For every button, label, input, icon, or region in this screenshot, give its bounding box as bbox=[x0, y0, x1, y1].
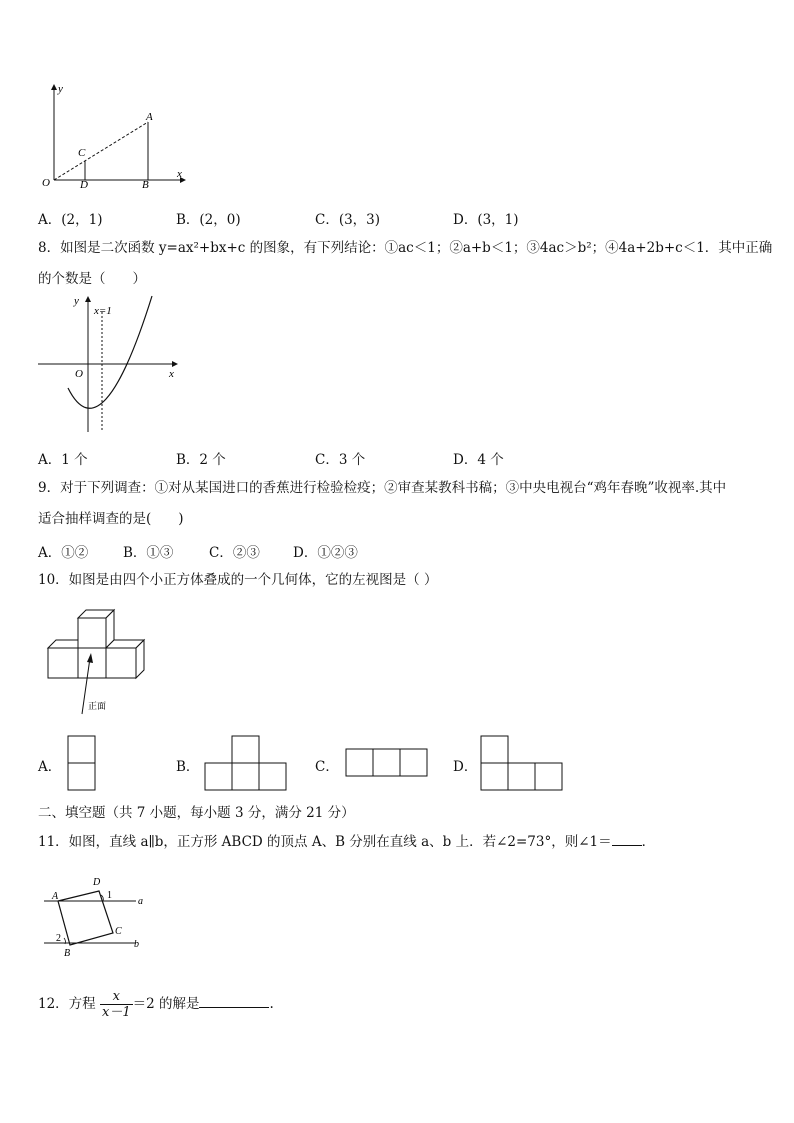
q9-option-c[interactable]: C．②③ bbox=[209, 545, 260, 561]
q11-question-end: ． bbox=[641, 834, 656, 850]
q11-angle-1-label: 1 bbox=[107, 890, 112, 901]
q11-point-a-label: A bbox=[52, 891, 59, 902]
q7-coordinate-figure bbox=[34, 80, 194, 192]
q11-line-a-label: a bbox=[138, 896, 143, 907]
q10-option-c-figure[interactable] bbox=[345, 748, 429, 778]
q11-angle-2-label: 2 bbox=[56, 933, 61, 944]
q8-option-d[interactable]: D．4 个 bbox=[453, 452, 504, 468]
q8-parabola-figure bbox=[34, 292, 184, 437]
q9-option-d[interactable]: D．①②③ bbox=[293, 545, 358, 561]
q12-answer-blank[interactable] bbox=[199, 995, 269, 1008]
q8-option-a[interactable]: A．1 个 bbox=[38, 452, 88, 468]
q11-question-text: 11．如图，直线 a∥b，正方形 ABCD 的顶点 A、B 分别在直线 a、b 上．若∠2=73°，则∠1＝ bbox=[38, 834, 612, 850]
q8-option-c[interactable]: C．3 个 bbox=[315, 452, 366, 468]
q10-option-a-letter[interactable]: A． bbox=[38, 759, 62, 775]
q10-option-a-figure[interactable] bbox=[67, 735, 97, 793]
q12-denominator: x－1 bbox=[101, 1005, 131, 1020]
q9-question-line1: 9．对于下列调查：①对从某国进口的香蕉进行检验检疫；②审查某教科书稿；③中央电视台“鸡年春晚”收视率.其中 bbox=[38, 480, 727, 496]
q10-option-b-letter[interactable]: B． bbox=[176, 759, 200, 775]
q9-option-a[interactable]: A．①② bbox=[38, 545, 89, 561]
q7-option-b[interactable]: B．(2，0) bbox=[176, 212, 241, 228]
q11-point-c-label: C bbox=[115, 926, 122, 937]
q7-point-d-label: D bbox=[80, 179, 88, 191]
q12-question bbox=[38, 986, 274, 1022]
q8-option-b[interactable]: B．2 个 bbox=[176, 452, 226, 468]
q10-option-c-letter[interactable]: C． bbox=[315, 759, 339, 775]
q7-origin-label: O bbox=[42, 177, 50, 189]
q7-point-a-label: A bbox=[146, 111, 153, 123]
q10-front-label: 正面 bbox=[88, 702, 107, 712]
q7-option-c[interactable]: C．(3，3) bbox=[315, 212, 381, 228]
q12-fraction bbox=[100, 989, 133, 1020]
q12-end: . bbox=[269, 996, 274, 1012]
q11-question bbox=[38, 833, 655, 850]
section-heading-fill-in-blanks: 二、填空题（共 7 小题，每小题 3 分，满分 21 分） bbox=[38, 805, 355, 821]
q9-question-line2: 适合抽样调查的是( ) bbox=[38, 511, 184, 527]
q11-point-b-label: B bbox=[64, 948, 71, 959]
q8-origin-label: O bbox=[75, 368, 83, 380]
q10-option-d-figure[interactable] bbox=[480, 735, 564, 793]
q7-option-d[interactable]: D．(3，1) bbox=[453, 212, 519, 228]
q8-axis-of-symmetry-label: x=1 bbox=[94, 305, 112, 317]
q7-point-c-label: C bbox=[78, 147, 86, 159]
q7-x-label: x bbox=[177, 168, 182, 180]
q8-question-line1: 8．如图是二次函数 y=ax²+bx+c 的图象，有下列结论：①ac＜1；②a+b＜1；③4ac＞b²；④4a+2b+c＜1．其中正确 bbox=[38, 240, 773, 256]
q10-cube-figure bbox=[44, 606, 154, 718]
q11-point-d-label: D bbox=[93, 877, 101, 888]
q9-option-b[interactable]: B．①③ bbox=[123, 545, 174, 561]
q10-question: 10．如图是由四个小正方体叠成的一个几何体，它的左视图是（ ） bbox=[38, 572, 438, 588]
q10-option-d-letter[interactable]: D． bbox=[453, 759, 478, 775]
q11-line-b-label: b bbox=[134, 939, 139, 950]
q12-numerator: x bbox=[112, 989, 120, 1004]
q8-x-label: x bbox=[169, 368, 174, 380]
q11-square-figure bbox=[40, 868, 160, 960]
q11-answer-blank[interactable] bbox=[612, 833, 642, 846]
q10-option-b-figure[interactable] bbox=[204, 735, 288, 793]
q12-equals-text: ＝2 的解是 bbox=[132, 996, 200, 1012]
q8-y-label: y bbox=[74, 295, 79, 307]
q7-point-b-label: B bbox=[142, 179, 149, 191]
q12-prefix: 12．方程 bbox=[38, 996, 96, 1012]
q8-question-line2: 的个数是（ ） bbox=[38, 271, 146, 287]
q7-option-a[interactable]: A．(2，1) bbox=[38, 212, 103, 228]
q7-y-label: y bbox=[58, 83, 63, 95]
